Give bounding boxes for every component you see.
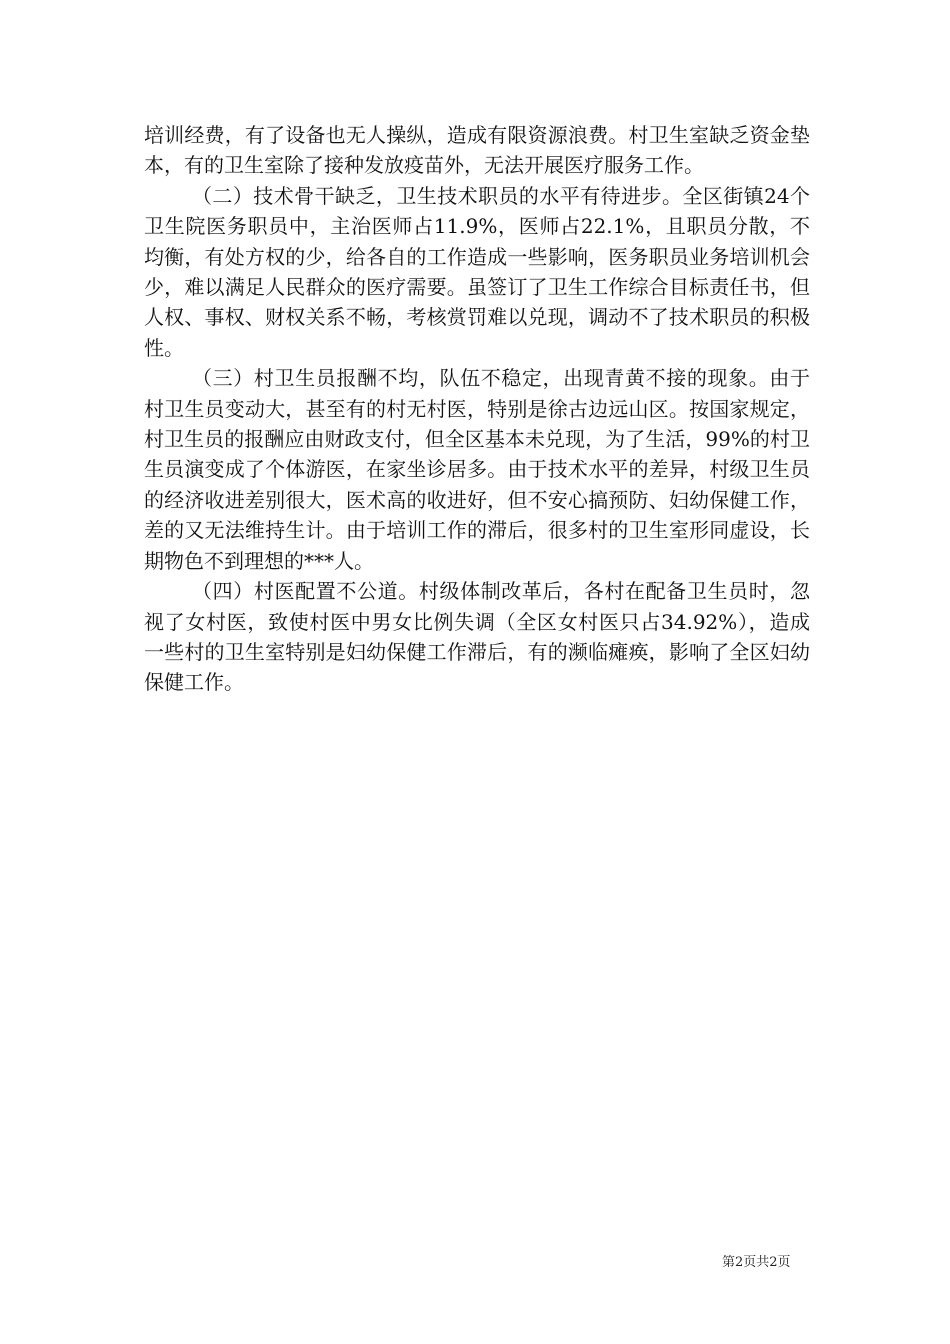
page-number-footer: 第2页共2页	[722, 1255, 791, 1270]
paragraph-continuation: 培训经费，有了设备也无人操纵，造成有限资源浪费。村卫生室缺乏资金垫本，有的卫生室除了接种发放疫苗外，无法开展医疗服务工作。	[144, 123, 810, 178]
paragraph-section-3: （三）村卫生员报酬不均，队伍不稳定，出现青黄不接的现象。由于村卫生员变动大，甚至有的村无村医，特别是徐古边远山区。按国家规定，村卫生员的报酬应由财政支付，但全区基本未兑现，为了生活，99%的村卫生员演变成了个体游医，在家坐诊居多。由于技术水平的差异，村级卫生员的经济收进差别很大，医术高的收进好，但不安心搞预防、妇幼保健工作，差的又无法维持生计。由于培训工作的滞后，很多村的卫生室形同虚设，长期物色不到理想的***人。	[144, 366, 810, 573]
paragraph-section-4: （四）村医配置不公道。村级体制改革后，各村在配备卫生员时，忽视了女村医，致使村医中男女比例失调（全区女村医只占34.92%），造成一些村的卫生室特别是妇幼保健工作滞后，有的濒临瘫痪，影响了全区妇幼保健工作。	[144, 579, 810, 695]
document-body	[144, 120, 810, 698]
paragraph-section-2: （二）技术骨干缺乏，卫生技术职员的水平有待进步。全区街镇24个卫生院医务职员中，主治医师占11.9%，医师占22.1%，且职员分散，不均衡，有处方权的少，给各自的工作造成一些影响，医务职员业务培训机会少，难以满足人民群众的医疗需要。虽签订了卫生工作综合目标责任书，但人权、事权、财权关系不畅，考核赏罚难以兑现，调动不了技术职员的积极性。	[144, 183, 810, 360]
